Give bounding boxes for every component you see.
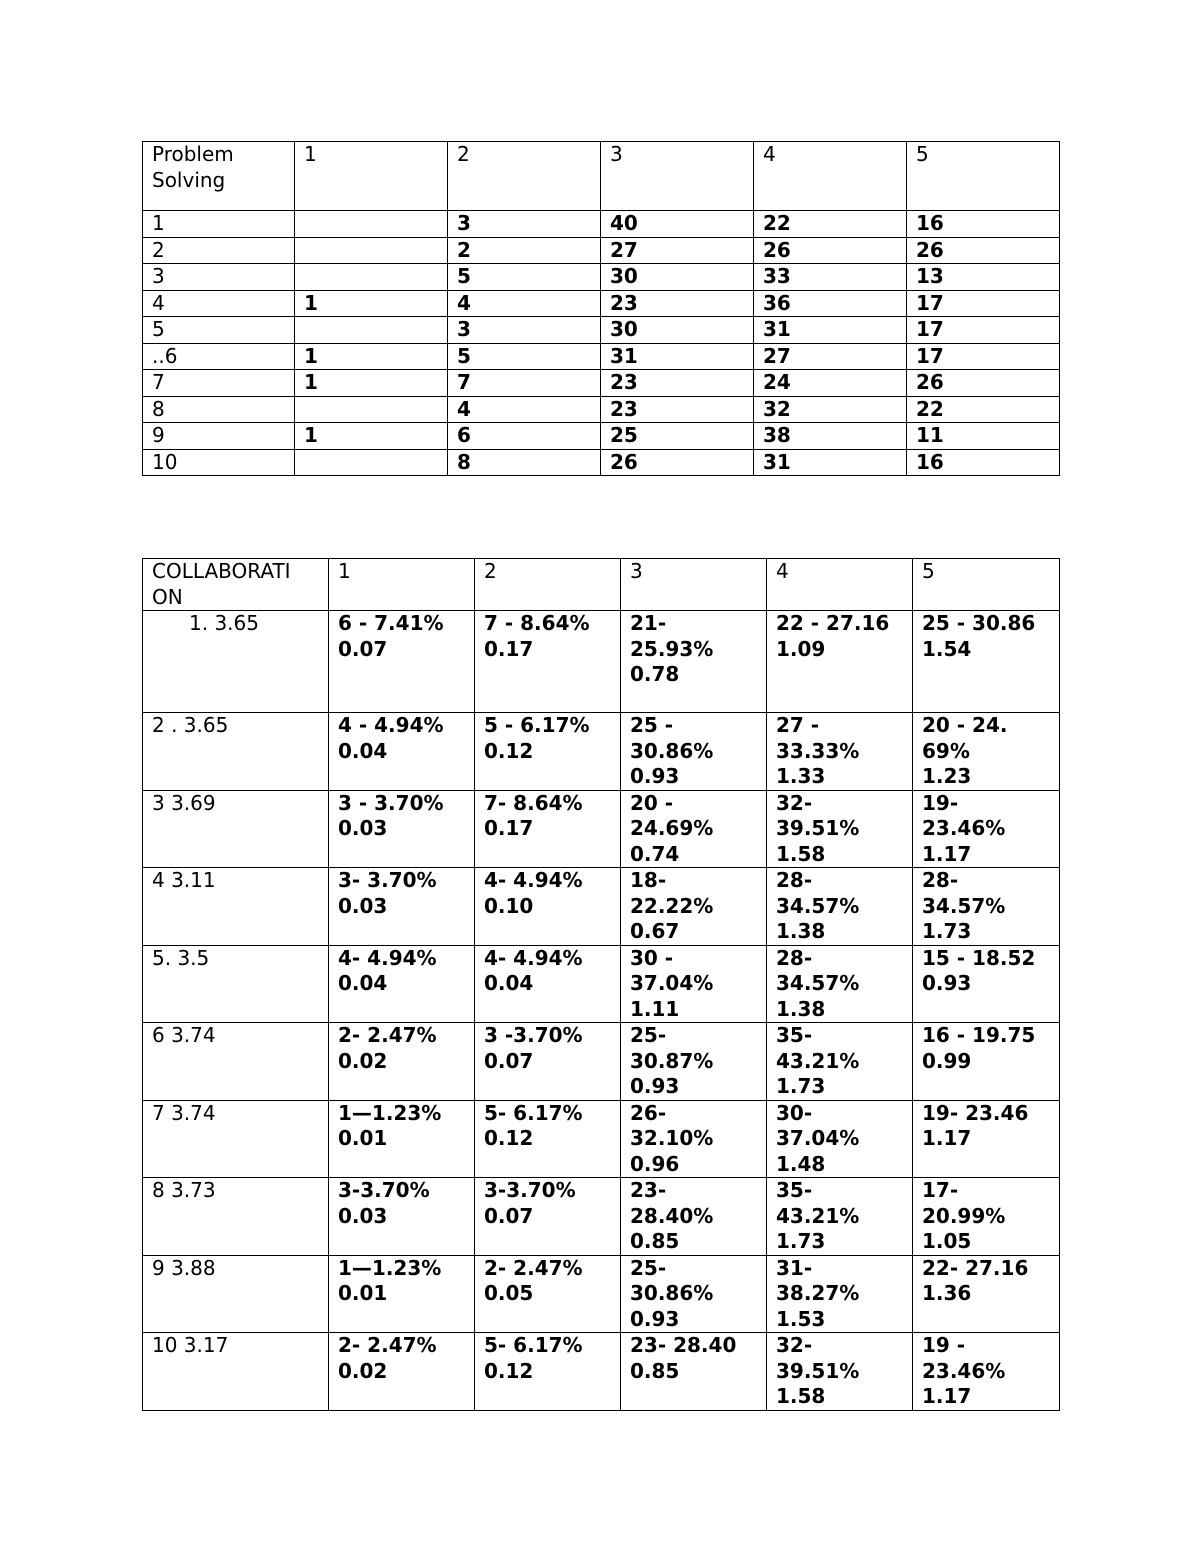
data-cell: 35- 43.21% 1.73 — [767, 1023, 913, 1101]
row-label-cell: 2 — [143, 237, 295, 264]
data-cell — [295, 317, 448, 344]
data-cell: 4 — [448, 396, 601, 423]
data-cell — [295, 449, 448, 476]
header-cell-rating-2: 2 — [475, 559, 621, 611]
data-cell: 1 — [295, 423, 448, 450]
data-cell: 16 — [907, 211, 1060, 238]
data-cell: 6 — [448, 423, 601, 450]
data-cell: 23- 28.40% 0.85 — [621, 1178, 767, 1256]
data-cell: 23 — [601, 290, 754, 317]
table-row — [143, 211, 1060, 238]
data-cell: 26- 32.10% 0.96 — [621, 1100, 767, 1178]
data-cell: 26 — [601, 449, 754, 476]
header-row — [143, 142, 1060, 211]
data-cell: 22 — [907, 396, 1060, 423]
row-label-cell: 10 3.17 — [143, 1333, 329, 1411]
table-row — [143, 611, 1060, 713]
data-cell: 25- 30.87% 0.93 — [621, 1023, 767, 1101]
data-cell: 17 — [907, 317, 1060, 344]
data-cell: 25 — [601, 423, 754, 450]
row-label-cell: 7 — [143, 370, 295, 397]
data-cell: 23- 28.40 0.85 — [621, 1333, 767, 1411]
data-cell: 13 — [907, 264, 1060, 291]
data-cell: 20 - 24.69% 0.74 — [621, 790, 767, 868]
data-cell: 30 — [601, 264, 754, 291]
row-label-cell: 2 . 3.65 — [143, 713, 329, 791]
data-cell: 35- 43.21% 1.73 — [767, 1178, 913, 1256]
data-cell: 2 — [448, 237, 601, 264]
data-cell: 25 - 30.86 1.54 — [913, 611, 1060, 713]
table-row — [143, 290, 1060, 317]
data-cell: 8 — [448, 449, 601, 476]
data-cell: 31 — [754, 449, 907, 476]
row-label-cell: ..6 — [143, 343, 295, 370]
data-cell: 21- 25.93% 0.78 — [621, 611, 767, 713]
table-row — [143, 868, 1060, 946]
data-cell: 22- 27.16 1.36 — [913, 1255, 1060, 1333]
data-cell: 27 - 33.33% 1.33 — [767, 713, 913, 791]
row-label-cell: 1. 3.65 — [143, 611, 329, 713]
data-cell: 33 — [754, 264, 907, 291]
data-cell: 3 — [448, 211, 601, 238]
data-cell: 1 — [295, 290, 448, 317]
table-row — [143, 1333, 1060, 1411]
data-cell: 20 - 24. 69% 1.23 — [913, 713, 1060, 791]
data-cell: 4- 4.94% 0.04 — [329, 945, 475, 1023]
data-cell: 4 - 4.94% 0.04 — [329, 713, 475, 791]
data-cell: 26 — [754, 237, 907, 264]
table-row — [143, 790, 1060, 868]
data-cell: 5 — [448, 264, 601, 291]
data-cell: 25- 30.86% 0.93 — [621, 1255, 767, 1333]
data-cell: 28- 34.57% 1.38 — [767, 945, 913, 1023]
data-cell: 3 -3.70% 0.07 — [475, 1023, 621, 1101]
data-cell: 7 — [448, 370, 601, 397]
data-cell: 2- 2.47% 0.05 — [475, 1255, 621, 1333]
data-cell: 1—1.23% 0.01 — [329, 1255, 475, 1333]
header-cell-rating-5: 5 — [907, 142, 1060, 211]
data-cell: 22 - 27.16 1.09 — [767, 611, 913, 713]
data-cell: 32- 39.51% 1.58 — [767, 1333, 913, 1411]
row-label-cell: 9 — [143, 423, 295, 450]
table-row — [143, 370, 1060, 397]
data-cell: 31 — [754, 317, 907, 344]
data-cell: 23 — [601, 396, 754, 423]
data-cell: 32 — [754, 396, 907, 423]
table-row — [143, 1100, 1060, 1178]
table-row — [143, 1255, 1060, 1333]
data-cell: 26 — [907, 237, 1060, 264]
row-label-cell: 6 3.74 — [143, 1023, 329, 1101]
data-cell: 25 - 30.86% 0.93 — [621, 713, 767, 791]
header-row — [143, 559, 1060, 611]
table-row — [143, 317, 1060, 344]
data-cell — [295, 396, 448, 423]
data-cell: 18- 22.22% 0.67 — [621, 868, 767, 946]
table-row — [143, 945, 1060, 1023]
header-cell-label: COLLABORATI ON — [143, 559, 329, 611]
header-cell-label: Problem Solving — [143, 142, 295, 211]
data-cell: 7- 8.64% 0.17 — [475, 790, 621, 868]
data-cell: 5 - 6.17% 0.12 — [475, 713, 621, 791]
data-cell: 17 — [907, 290, 1060, 317]
data-cell — [295, 264, 448, 291]
table-row — [143, 264, 1060, 291]
data-cell: 16 — [907, 449, 1060, 476]
data-cell: 32- 39.51% 1.58 — [767, 790, 913, 868]
row-label-cell: 4 3.11 — [143, 868, 329, 946]
data-cell: 5- 6.17% 0.12 — [475, 1333, 621, 1411]
header-cell-rating-1: 1 — [329, 559, 475, 611]
table-row — [143, 449, 1060, 476]
data-cell: 7 - 8.64% 0.17 — [475, 611, 621, 713]
problem-solving-table — [142, 141, 1060, 476]
data-cell: 17- 20.99% 1.05 — [913, 1178, 1060, 1256]
data-cell: 3 — [448, 317, 601, 344]
data-cell: 38 — [754, 423, 907, 450]
header-cell-rating-3: 3 — [621, 559, 767, 611]
table-row — [143, 343, 1060, 370]
table-row — [143, 1178, 1060, 1256]
row-label-cell: 3 3.69 — [143, 790, 329, 868]
table-row — [143, 713, 1060, 791]
data-cell: 31- 38.27% 1.53 — [767, 1255, 913, 1333]
data-cell: 23 — [601, 370, 754, 397]
row-label-cell: 4 — [143, 290, 295, 317]
data-cell: 19- 23.46 1.17 — [913, 1100, 1060, 1178]
data-cell: 17 — [907, 343, 1060, 370]
header-cell-rating-5: 5 — [913, 559, 1060, 611]
table-row — [143, 423, 1060, 450]
row-label-cell: 5. 3.5 — [143, 945, 329, 1023]
header-cell-rating-3: 3 — [601, 142, 754, 211]
data-cell: 4- 4.94% 0.04 — [475, 945, 621, 1023]
row-label-cell: 5 — [143, 317, 295, 344]
data-cell: 30 - 37.04% 1.11 — [621, 945, 767, 1023]
data-cell: 31 — [601, 343, 754, 370]
data-cell — [295, 237, 448, 264]
data-cell: 28- 34.57% 1.73 — [913, 868, 1060, 946]
header-cell-rating-4: 4 — [754, 142, 907, 211]
data-cell: 26 — [907, 370, 1060, 397]
data-cell: 36 — [754, 290, 907, 317]
table-row — [143, 396, 1060, 423]
header-cell-rating-4: 4 — [767, 559, 913, 611]
data-cell: 19 - 23.46% 1.17 — [913, 1333, 1060, 1411]
data-cell: 16 - 19.75 0.99 — [913, 1023, 1060, 1101]
data-cell: 3 - 3.70% 0.03 — [329, 790, 475, 868]
data-cell: 28- 34.57% 1.38 — [767, 868, 913, 946]
row-label-cell: 3 — [143, 264, 295, 291]
data-cell: 2- 2.47% 0.02 — [329, 1023, 475, 1101]
data-cell: 27 — [754, 343, 907, 370]
header-cell-rating-1: 1 — [295, 142, 448, 211]
data-cell: 30 — [601, 317, 754, 344]
table-row — [143, 1023, 1060, 1101]
data-cell: 22 — [754, 211, 907, 238]
data-cell: 40 — [601, 211, 754, 238]
data-cell: 3-3.70% 0.03 — [329, 1178, 475, 1256]
data-cell — [295, 211, 448, 238]
data-cell: 19- 23.46% 1.17 — [913, 790, 1060, 868]
data-cell: 30- 37.04% 1.48 — [767, 1100, 913, 1178]
data-cell: 5 — [448, 343, 601, 370]
data-cell: 4 — [448, 290, 601, 317]
header-cell-rating-2: 2 — [448, 142, 601, 211]
data-cell: 11 — [907, 423, 1060, 450]
data-cell: 4- 4.94% 0.10 — [475, 868, 621, 946]
data-cell: 1—1.23% 0.01 — [329, 1100, 475, 1178]
data-cell: 24 — [754, 370, 907, 397]
data-cell: 2- 2.47% 0.02 — [329, 1333, 475, 1411]
data-cell: 3- 3.70% 0.03 — [329, 868, 475, 946]
table-row — [143, 237, 1060, 264]
row-label-cell: 10 — [143, 449, 295, 476]
data-cell: 27 — [601, 237, 754, 264]
data-cell: 1 — [295, 370, 448, 397]
row-label-cell: 1 — [143, 211, 295, 238]
data-cell: 6 - 7.41% 0.07 — [329, 611, 475, 713]
data-cell: 15 - 18.52 0.93 — [913, 945, 1060, 1023]
data-cell: 3-3.70% 0.07 — [475, 1178, 621, 1256]
row-label-cell: 9 3.88 — [143, 1255, 329, 1333]
collaboration-table — [142, 558, 1060, 1411]
row-label-cell: 8 — [143, 396, 295, 423]
row-label-cell: 7 3.74 — [143, 1100, 329, 1178]
row-label-cell: 8 3.73 — [143, 1178, 329, 1256]
data-cell: 5- 6.17% 0.12 — [475, 1100, 621, 1178]
data-cell: 1 — [295, 343, 448, 370]
